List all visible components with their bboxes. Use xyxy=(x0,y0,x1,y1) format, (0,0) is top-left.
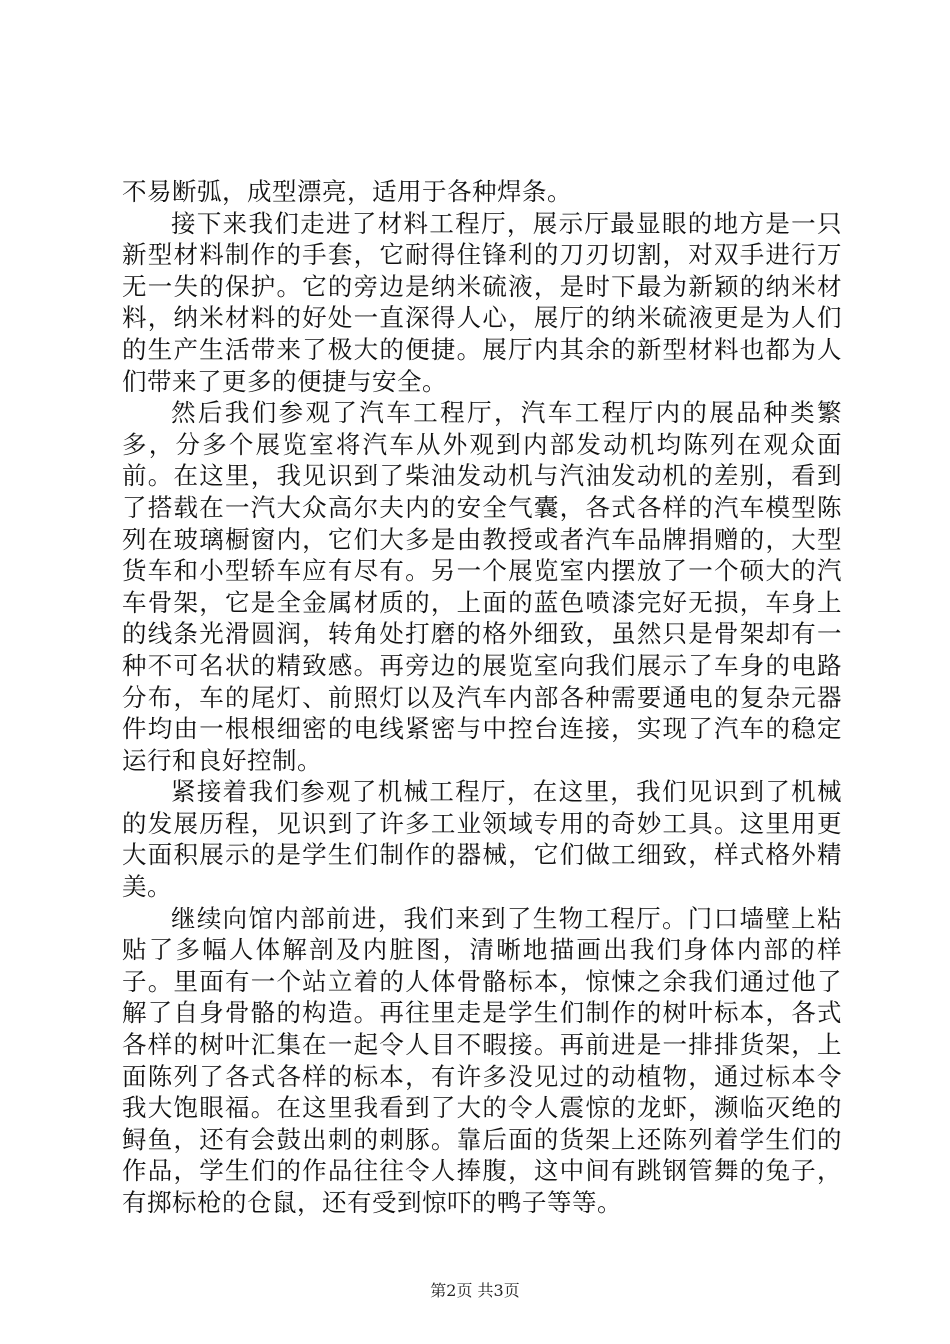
page-footer: 第2页 共3页 xyxy=(430,1281,520,1300)
paragraph-5: 继续向馆内部前进，我们来到了生物工程厅。门口墙壁上粘贴了多幅人体解剖及内脏图，清晰地描画出我们身体内部的样子。里面有一个站立着的人体骨骼标本，惊悚之余我们通过他了解了自身骨骼的构造。再往里走是学生们制作的树叶标本，各式各样的树叶汇集在一起令人目不暇接。再前进是一排排货架，上面陈列了各式各样的标本，有许多没见过的动植物，通过标本令我大饱眼福。在这里我看到了大的令人震惊的龙虾，濒临灭绝的鲟鱼，还有会鼓出刺的刺豚。靠后面的货架上还陈列着学生们的作品，学生们的作品往往令人捧腹，这中间有跳钢管舞的兔子，有掷标枪的仓鼠，还有受到惊吓的鸭子等等。 xyxy=(122,903,842,1217)
document-body xyxy=(122,176,842,1219)
paragraph-3: 然后我们参观了汽车工程厅，汽车工程厅内的展品种类繁多，分多个展览室将汽车从外观到内部发动机均陈列在观众面前。在这里，我见识到了柴油发动机与汽油发动机的差别，看到了搭载在一汽大众高尔夫内的安全气囊，各式各样的汽车模型陈列在玻璃橱窗内，它们大多是由教授或者汽车品牌捐赠的，大型货车和小型轿车应有尽有。另一个展览室内摆放了一个硕大的汽车骨架，它是全金属材质的，上面的蓝色喷漆完好无损，车身上的线条光滑圆润，转角处打磨的格外细致，虽然只是骨架却有一种不可名状的精致感。再旁边的展览室向我们展示了车身的电路分布，车的尾灯、前照灯以及汽车内部各种需要通电的复杂元器件均由一根根细密的电线紧密与中控台连接，实现了汽车的稳定运行和良好控制。 xyxy=(122,398,842,775)
paragraph-2: 接下来我们走进了材料工程厅，展示厅最显眼的地方是一只新型材料制作的手套，它耐得住锋利的刀刃切割，对双手进行万无一失的保护。它的旁边是纳米硫液，是时下最为新颖的纳米材料，纳米材料的好处一直深得人心，展厅的纳米硫液更是为人们的生产生活带来了极大的便捷。展厅内其余的新型材料也都为人们带来了更多的便捷与安全。 xyxy=(122,208,842,396)
paragraph-4: 紧接着我们参观了机械工程厅，在这里，我们见识到了机械的发展历程，见识到了许多工业领域专用的奇妙工具。这里用更大面积展示的是学生们制作的器械，它们做工细致，样式格外精美。 xyxy=(122,777,842,902)
paragraph-1: 不易断弧，成型漂亮，适用于各种焊条。 xyxy=(122,177,572,206)
